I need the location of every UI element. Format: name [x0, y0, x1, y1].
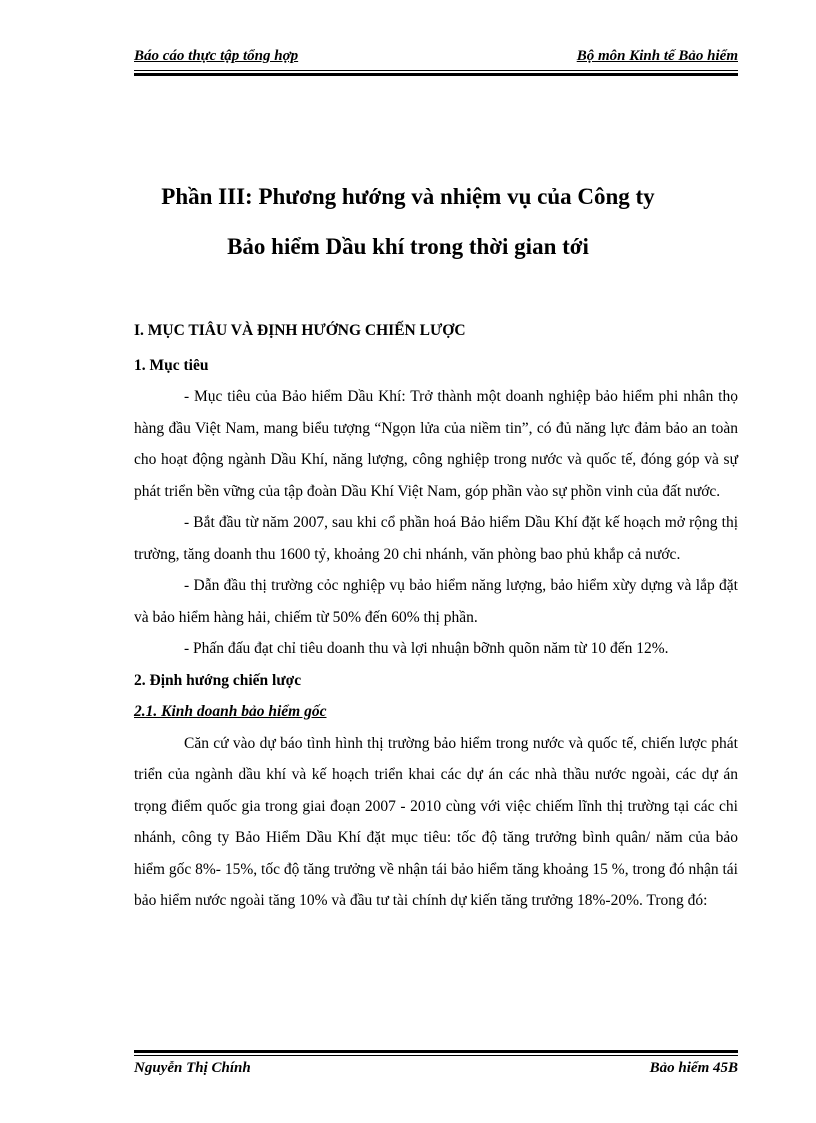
section-heading-goals-strategy: I. MỤC TIÂU VÀ ĐỊNH HƯỚNG CHIẾN LƯỢC [134, 322, 466, 339]
header-department: Bộ môn Kinh tế Bảo hiểm [576, 48, 738, 64]
paragraph-original-insurance: Căn cứ vào dự báo tình hình thị trường bảo hiểm trong nước và quốc tế, chiến lược phát triển của ngành dầu khí và kế hoạch triển khai các dự án các nhà thầu nước ngoài, các dự án trọng điểm quốc gia trong giai đoạn 2007 - 2010 cùng với việc chiếm lĩnh thị trường tại các chi nhánh, công ty Bảo Hiểm Dầu Khí đặt mục tiêu: tốc độ tăng trưởng bình quân/ năm của bảo hiểm gốc 8%- 15%, tốc độ tăng trưởng về nhận tái bảo hiểm tăng khoảng 15 %, trong đó nhận tái bảo hiểm nước ngoài tăng 10% và đầu tư tài chính dự kiến tăng trưởng 18%-20%. Trong đó: [134, 734, 738, 909]
header-report-title: Báo cáo thực tập tổng hợp [134, 48, 299, 64]
chapter-title-line-1: Phần III: Phương hướng và nhiệm vụ của Công ty [161, 184, 655, 209]
main-content [134, 315, 738, 917]
paragraph-goal-profit: - Phấn đấu đạt chỉ tiêu doanh thu và lợi nhuận bỡnh quõn năm từ 10 đến 12%. [184, 640, 669, 657]
page-header [134, 48, 738, 74]
paragraph-goal-mission: - Mục tiêu của Bảo hiểm Dầu Khí: Trở thành một doanh nghiệp bảo hiểm phi nhân thọ hàng đầu Việt Nam, mang biểu tượng “Ngọn lửa của niềm tin”, có đủ năng lực đảm bảo an toàn cho hoạt động ngành Dầu Khí, năng lượng, công nghiệp trong nước và quốc tế, đóng góp và sự phát triển bền vững của tập đoàn Dầu Khí Việt Nam, góp phần vào sự phồn vinh của đất nước. [134, 388, 738, 500]
page-footer [134, 1050, 738, 1080]
footer-author: Nguyễn Thị Chính [134, 1060, 251, 1076]
subsection-heading-goals: 1. Mục tiêu [134, 356, 209, 374]
footer-rule-thick [134, 1050, 738, 1053]
footer-rule-thin [134, 1055, 738, 1056]
subsection-heading-original-insurance: 2.1. Kinh doanh bảo hiểm gốc [134, 703, 327, 720]
chapter-title-line-2: Bảo hiểm Dầu khí trong thời gian tới [227, 234, 589, 259]
paragraph-goal-expansion: - Bắt đầu từ năm 2007, sau khi cổ phần hoá Bảo hiểm Dầu Khí đặt kế hoạch mở rộng thị trường, tăng doanh thu 1600 tỷ, khoảng 20 chi nhánh, văn phòng bao phủ khắp cả nước. [134, 514, 738, 563]
paragraph-goal-market-lead: - Dẫn đầu thị trường cỏc nghiệp vụ bảo hiểm năng lượng, bảo hiểm xừy dựng và lắp đặt và bảo hiểm hàng hải, chiếm từ 50% đến 60% thị phần. [134, 577, 738, 626]
header-rule-thin [134, 70, 738, 71]
subsection-heading-strategy: 2. Định hướng chiến lược [134, 671, 302, 689]
header-rule-thick [134, 73, 738, 76]
footer-class: Bảo hiểm 45B [649, 1060, 738, 1076]
